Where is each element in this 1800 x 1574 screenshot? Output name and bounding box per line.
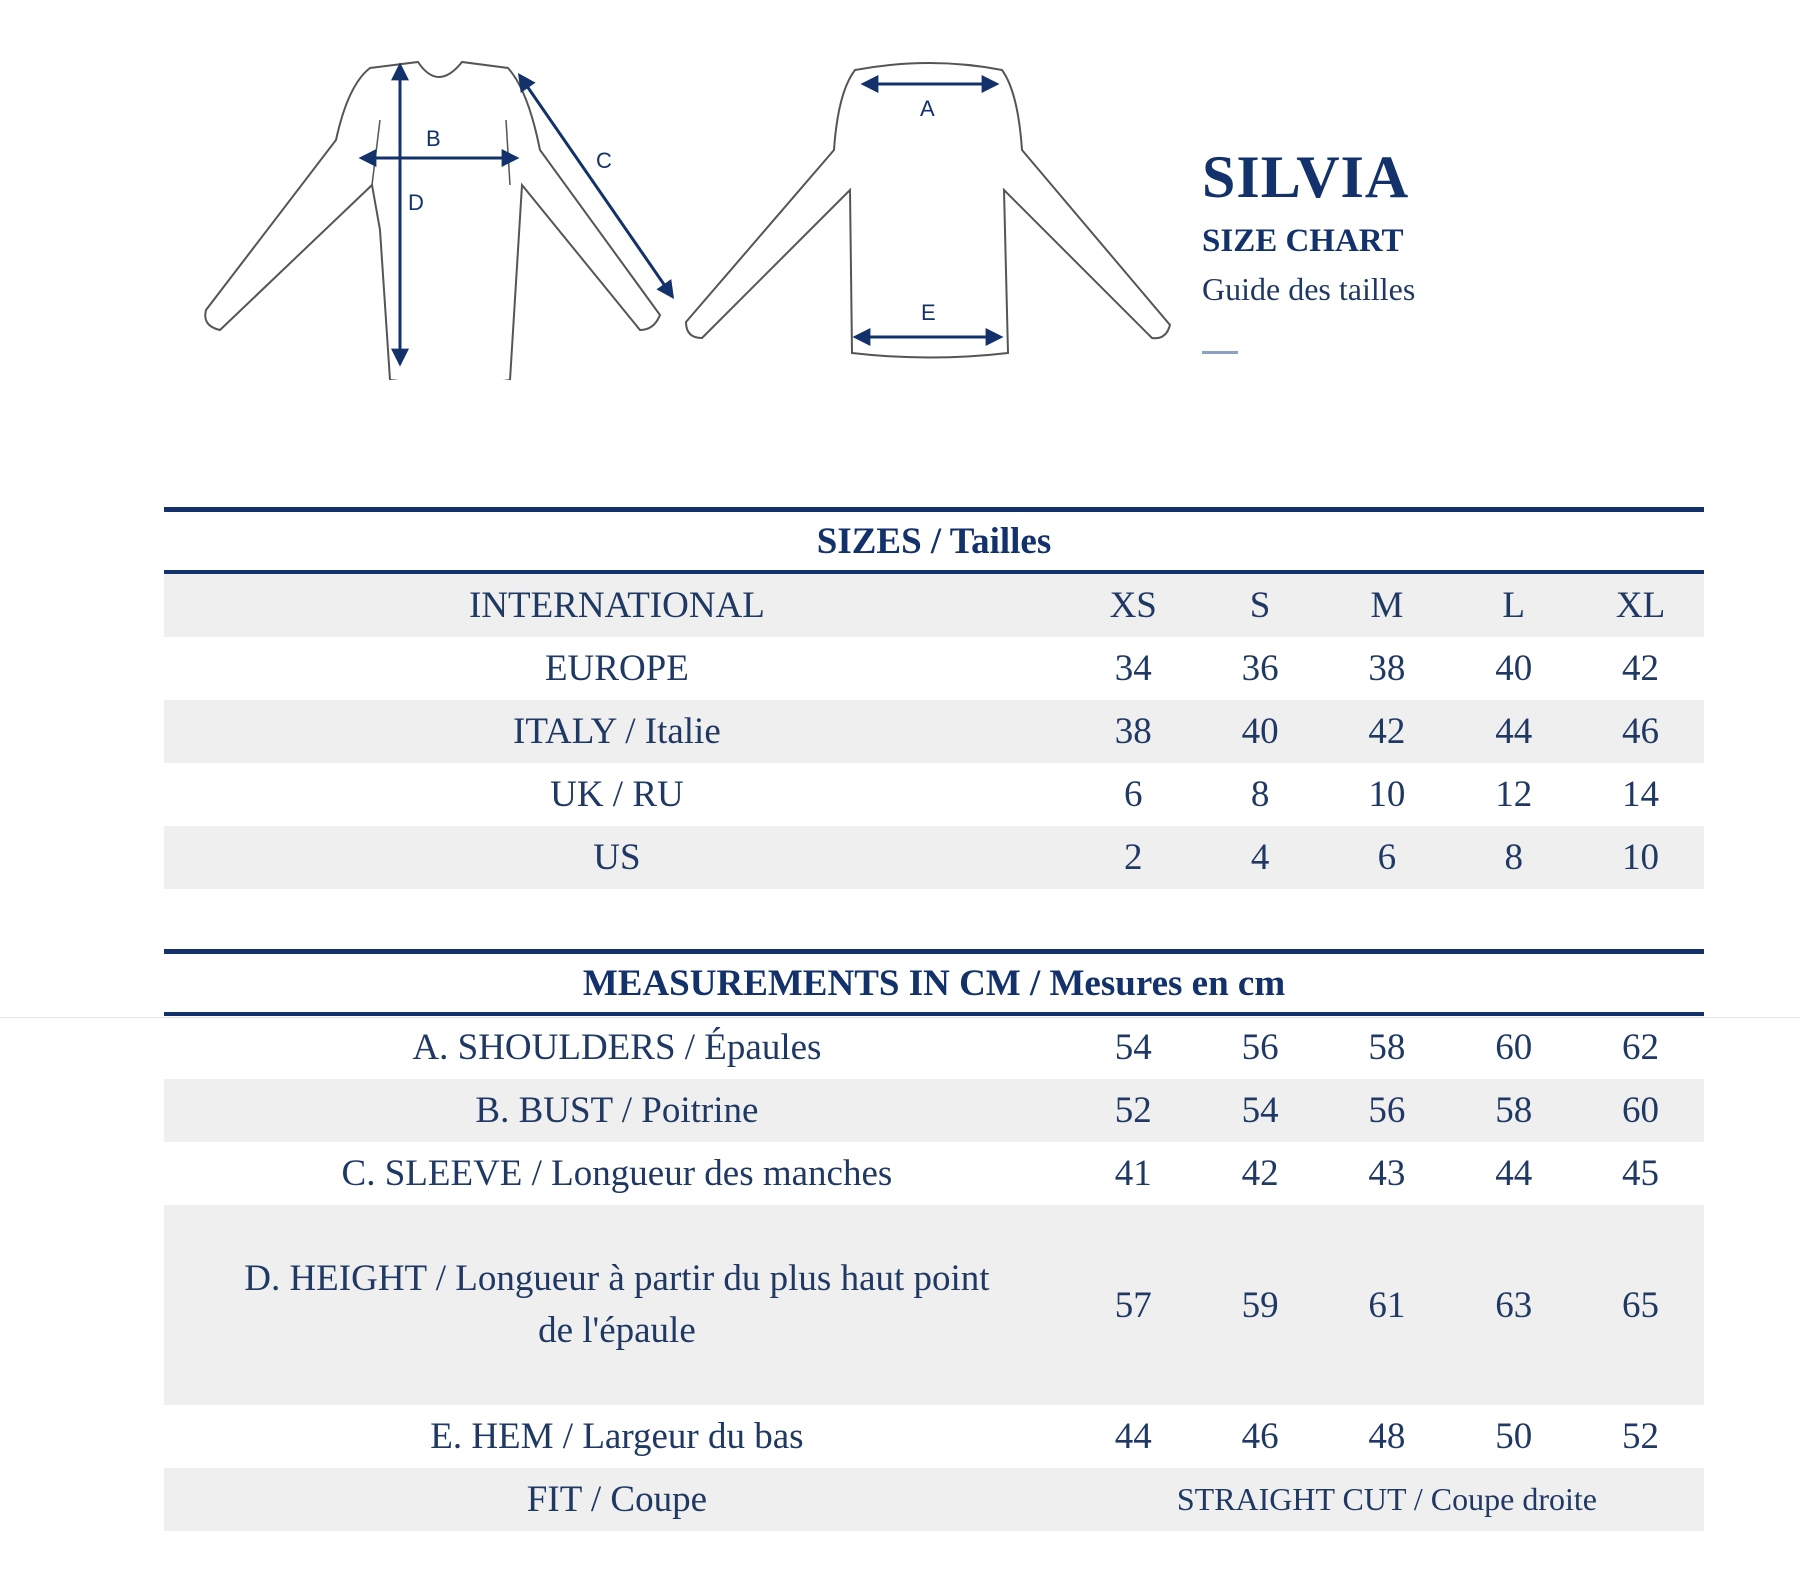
label-d: D [408,190,424,215]
measurements-header: MEASUREMENTS IN CM / Mesures en cm [164,949,1704,1016]
table-row [164,1142,1704,1205]
cell: XL [1615,585,1666,626]
cell: S [1249,585,1271,626]
cell: 58 [1495,1090,1533,1131]
cell: 54 [1241,1090,1279,1131]
label-b: B [426,126,441,151]
cell: 52 [1622,1416,1660,1457]
row-label: ITALY / Italie [513,710,721,752]
sizes-header: SIZES / Tailles [164,507,1704,574]
cell: 50 [1495,1416,1533,1457]
cell: 46 [1622,711,1660,752]
cell: 48 [1368,1416,1406,1457]
cell: 52 [1114,1090,1152,1131]
cell: M [1370,585,1404,626]
table-row [164,1405,1704,1468]
cell: 65 [1622,1284,1660,1326]
cell: 12 [1495,774,1533,815]
cell: 60 [1495,1027,1533,1068]
row-label: A. SHOULDERS / Épaules [412,1026,822,1068]
garment-sketch [190,40,1190,380]
row-label: EUROPE [544,647,689,689]
cell: 43 [1368,1153,1406,1194]
row-label [164,1253,1070,1357]
row-label: B. BUST / Poitrine [475,1089,759,1131]
table-row [164,763,1704,826]
label-a: A [920,96,935,121]
cell: 56 [1368,1090,1406,1131]
cell: 45 [1622,1153,1660,1194]
row-label: UK / RU [550,773,684,815]
table-row [164,1468,1704,1531]
cell: 38 [1368,648,1406,689]
cell: 8 [1504,837,1523,878]
cell: 8 [1250,774,1270,815]
table-row [164,826,1704,889]
cell: 10 [1368,774,1406,815]
cell: 56 [1241,1027,1279,1068]
table-row [164,1079,1704,1142]
row-label: C. SLEEVE / Longueur des manches [341,1152,893,1194]
cell: 44 [1495,1153,1533,1194]
size-chart-subtitle-fr: Guide des tailles [1202,271,1416,307]
sizes-table [164,507,1704,889]
cell: 36 [1241,648,1279,689]
cell: 2 [1123,837,1143,878]
table-row [164,700,1704,763]
cell: 4 [1250,837,1270,878]
label-c: C [596,148,612,173]
cell: 61 [1368,1284,1406,1326]
row-label: E. HEM / Largeur du bas [430,1415,804,1457]
table-row [164,637,1704,700]
cell: 6 [1123,774,1143,815]
size-chart-title: SIZE CHART [1202,223,1404,259]
cell: 59 [1241,1284,1279,1326]
measurements-table [164,949,1704,1531]
table-row [164,1205,1704,1405]
cell: 44 [1114,1416,1152,1457]
cell: 34 [1114,648,1152,689]
brand-block [1202,145,1415,354]
cell: 42 [1241,1153,1279,1194]
table-row [164,574,1704,637]
table-row [164,1016,1704,1079]
garment-diagram [190,40,1190,380]
cell: 58 [1368,1027,1406,1068]
product-name: SILVIA [1202,144,1410,210]
decorative-dash [1202,351,1238,354]
cell: 63 [1495,1284,1533,1326]
cell: 62 [1622,1027,1660,1068]
row-label: INTERNATIONAL [468,584,765,626]
cell: 57 [1114,1284,1152,1326]
row-label: FIT / Coupe [526,1478,708,1520]
row-label-line: de l'épaule [538,1310,696,1351]
cell: 46 [1241,1416,1279,1457]
cell: 54 [1114,1027,1152,1068]
cell: L [1502,585,1526,626]
cell: 40 [1241,711,1279,752]
cell: 10 [1622,837,1660,878]
cell: 44 [1495,711,1533,752]
cell: XS [1109,585,1157,626]
cell: 42 [1368,711,1406,752]
row-label: US [593,836,641,878]
cell: 40 [1495,648,1533,689]
cell: 14 [1622,774,1660,815]
row-label-line: D. HEIGHT / Longueur à partir du plus haut point [244,1258,990,1299]
cell: 60 [1622,1090,1660,1131]
front-view [205,62,660,380]
cell: 42 [1622,648,1660,689]
cell: 6 [1377,837,1397,878]
cell: 41 [1114,1153,1152,1194]
label-e: E [921,300,936,325]
fit-value: STRAIGHT CUT / Coupe droite [1176,1481,1597,1517]
cell: 38 [1114,711,1152,752]
